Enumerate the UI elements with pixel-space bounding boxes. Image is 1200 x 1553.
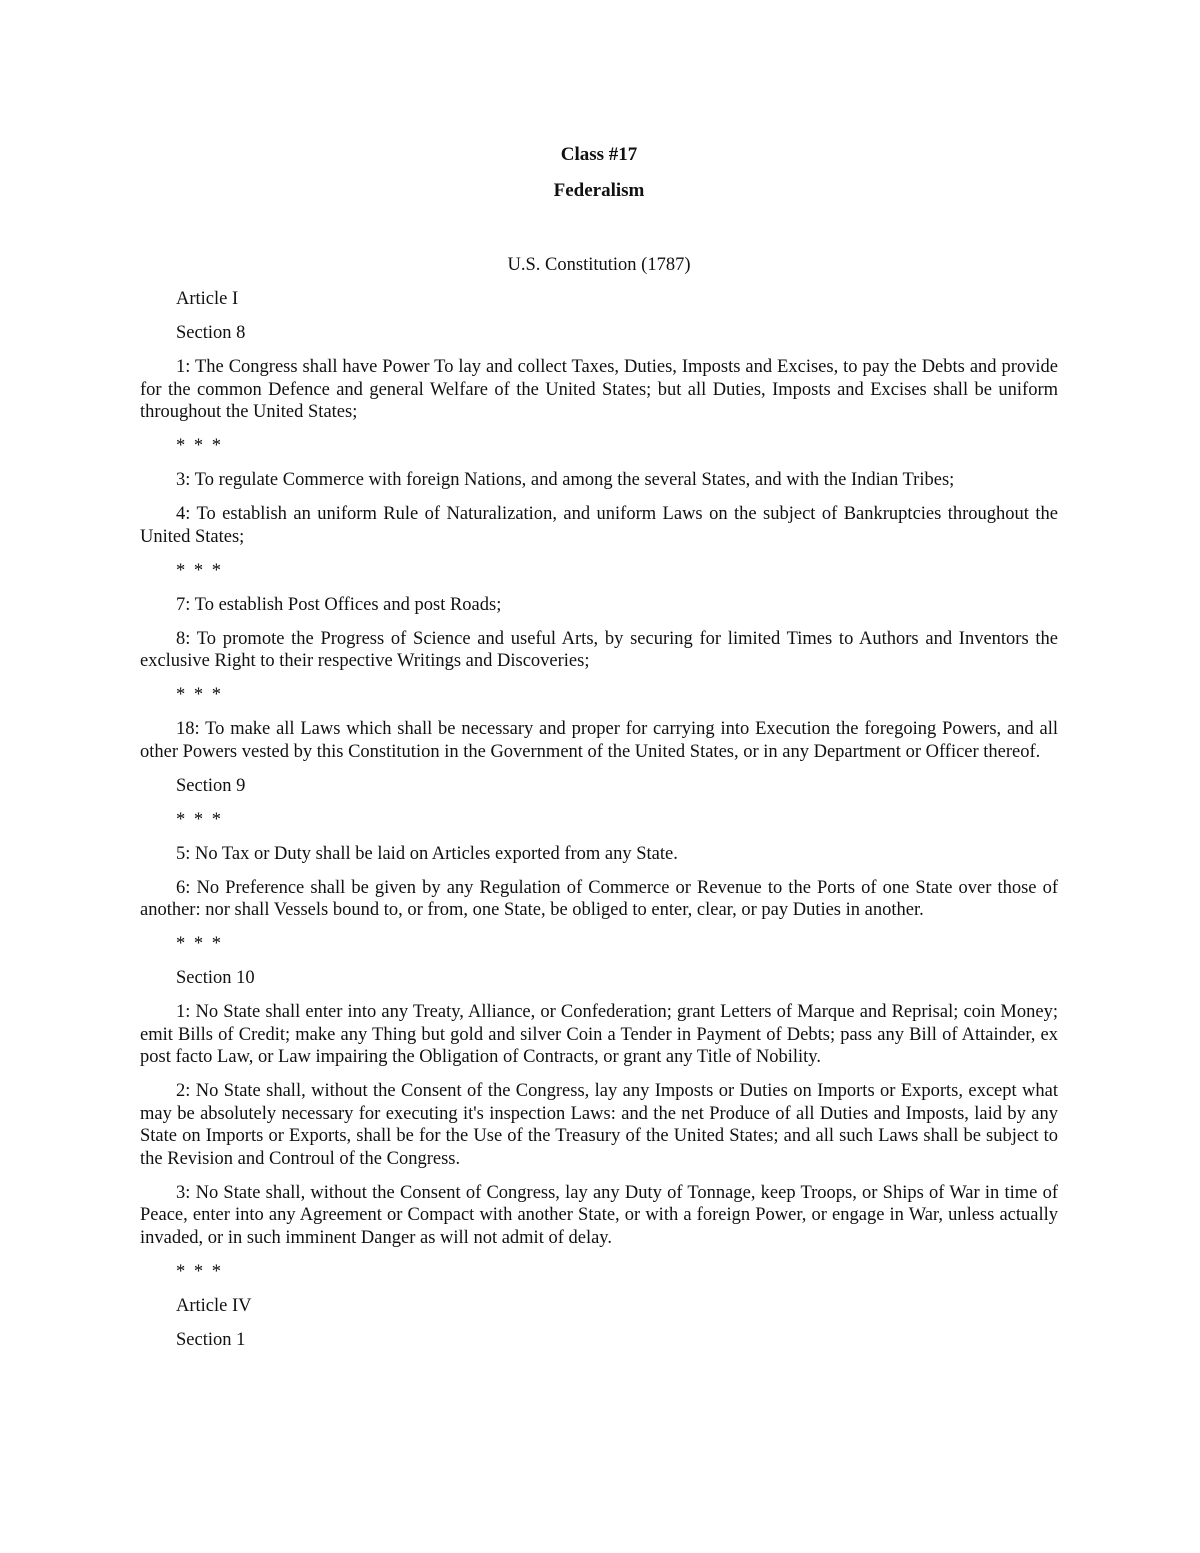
clause-paragraph: 1: The Congress shall have Power To lay and collect Taxes, Duties, Imposts and Excises, to pay the Debts and provide for the common Defence and general Welfare of the United States; but all Duties, Imposts and Excises shall be uniform throughout the United States; xyxy=(140,357,1058,422)
ellipsis-stars: * * * xyxy=(176,685,223,705)
clause-paragraph: 4: To establish an uniform Rule of Naturalization, and uniform Laws on the subject of Bankruptcies throughout the United States; xyxy=(140,504,1058,547)
class-title: Class #17 xyxy=(560,144,638,165)
article-heading: Article I xyxy=(176,289,239,309)
ellipsis-stars: * * * xyxy=(176,809,223,830)
clause-paragraph: 18: To make all Laws which shall be necessary and proper for carrying into Execution the foregoing Powers, and all other Powers vested by this Constitution in the Government of the United States, or in any Department or Officer thereof. xyxy=(140,719,1058,762)
section-heading: Section 1 xyxy=(176,1329,246,1350)
clause-paragraph: 2: No State shall, without the Consent of the Congress, lay any Imposts or Duties on Imports or Exports, except what may be absolutely necessary for executing it's inspection Laws: and the net Produce of all Duties and Imposts, laid by any State on Imports or Exports, shall be for the Use of the Treasury of the United States; and all such Laws shall be subject to the Revision and Controul of the Congress. xyxy=(140,1081,1058,1169)
clause-paragraph: 8: To promote the Progress of Science and useful Arts, by securing for limited Times to Authors and Inventors the exclusive Right to their respective Writings and Discoveries; xyxy=(140,628,1058,671)
source-title: U.S. Constitution (1787) xyxy=(507,255,691,275)
clause-paragraph: 6: No Preference shall be given by any Regulation of Commerce or Revenue to the Ports of one State over those of another: nor shall Vessels bound to, or from, one State, be obliged to enter, clear, or pay Duties in another. xyxy=(140,877,1058,920)
ellipsis-stars: * * * xyxy=(176,934,223,954)
ellipsis-stars: * * * xyxy=(176,436,223,456)
clause-paragraph: 1: No State shall enter into any Treaty, Alliance, or Confederation; grant Letters of Marque and Reprisal; coin Money; emit Bills of Credit; make any Thing but gold and silver Coin a Tender in Payment of Debts; pass any Bill of Attainder, ex post facto Law, or Law impairing the Obligation of Contracts, or grant any Title of Nobility. xyxy=(140,1002,1058,1067)
clause-paragraph: 5: No Tax or Duty shall be laid on Articles exported from any State. xyxy=(176,843,678,864)
document-body xyxy=(140,288,1058,1363)
ellipsis-stars: * * * xyxy=(176,1261,223,1282)
clause-paragraph: 3: To regulate Commerce with foreign Nations, and among the several States, and with the Indian Tribes; xyxy=(176,470,955,490)
section-heading: Section 10 xyxy=(176,968,255,988)
section-heading: Section 8 xyxy=(176,323,246,343)
section-heading: Section 9 xyxy=(176,775,246,796)
clause-paragraph: 3: No State shall, without the Consent of Congress, lay any Duty of Tonnage, keep Troops, or Ships of War in time of Peace, enter into any Agreement or Compact with another State, or with a foreign Power, or engage in War, unless actually invaded, or in such imminent Danger as will not admit of delay. xyxy=(140,1182,1058,1248)
ellipsis-stars: * * * xyxy=(176,560,223,581)
article-heading: Article IV xyxy=(176,1295,252,1316)
clause-paragraph: 7: To establish Post Offices and post Roads; xyxy=(176,594,502,615)
topic-title: Federalism xyxy=(553,180,645,201)
